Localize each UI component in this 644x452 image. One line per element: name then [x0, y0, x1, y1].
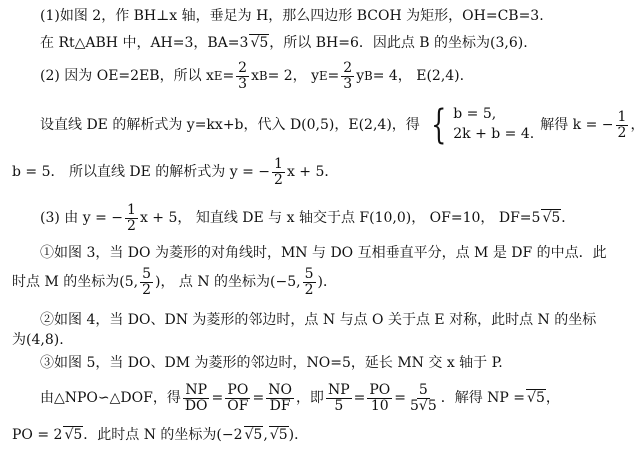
fraction	[140, 267, 153, 297]
fraction	[303, 267, 316, 297]
text: (2) 因为 OE=2EB，所以 x	[40, 67, 214, 84]
equation-system	[426, 102, 535, 148]
denominator: 2	[304, 281, 314, 298]
text: 时点 M 的坐标为(5,	[12, 273, 139, 290]
line-13	[12, 426, 308, 444]
denominator: 3	[238, 75, 248, 92]
sqrt: √5	[527, 390, 545, 407]
text: (1)如图 2，作 BH⊥x 轴，垂足为 H，那么四边形 BCOH 为矩形，OH=CB=3.	[40, 8, 544, 24]
fraction	[125, 203, 138, 233]
text: =	[327, 67, 340, 84]
brace-icon: {	[430, 102, 447, 148]
text: )．	[288, 426, 309, 443]
numerator: NP	[327, 381, 350, 398]
text: ①如图 3，当 DO 为菱形的对角线时，MN 与 DO 互相垂直平分，点 M 是 DF 的中点．此	[40, 245, 607, 261]
text: ②如图 4，当 DO、DN 为菱形的邻边时，点 N 与点 O 关于点 E 对称，此时点 N 的坐标	[40, 312, 597, 328]
line-9	[40, 312, 596, 329]
text: x + 5．	[286, 163, 339, 180]
fraction	[225, 383, 250, 413]
line-3	[40, 58, 464, 94]
denominator: 2	[127, 217, 136, 234]
text: ，	[630, 116, 644, 133]
numerator: PO	[369, 381, 391, 398]
subscript: B	[259, 69, 268, 83]
denominator: 2	[142, 281, 151, 298]
text: x + 5， 知直线 DE 与 x 轴交于点 F(10,0)， OF=10， DF=5	[139, 209, 541, 226]
line-10	[12, 332, 64, 349]
system-row: 2k + b = 4.	[453, 126, 535, 142]
line-12	[40, 376, 560, 420]
text: ．	[561, 209, 576, 226]
fraction	[183, 383, 210, 413]
line-7	[40, 245, 607, 262]
sqrt: √5	[542, 210, 561, 227]
fraction	[408, 383, 439, 413]
text: ③如图 5，当 DO、DM 为菱形的邻边时，NO=5，延长 MN 交 x 轴于 P.	[40, 355, 503, 371]
numerator: 2	[343, 59, 353, 76]
fraction	[272, 157, 285, 187]
line-5	[12, 154, 338, 190]
numerator: 5	[142, 265, 151, 282]
line-4	[40, 100, 644, 150]
text: =	[353, 389, 366, 406]
subscript: E	[319, 69, 328, 83]
numerator: NP	[185, 381, 208, 398]
denominator: 3	[343, 75, 353, 92]
text: = 4， E(2,4).	[372, 67, 465, 84]
numerator: 1	[127, 201, 136, 218]
numerator: 5	[418, 381, 428, 398]
text: =	[394, 389, 406, 406]
denominator: 10	[370, 397, 389, 414]
numerator: 1	[617, 108, 627, 125]
subscript: B	[364, 69, 373, 83]
text: y	[356, 67, 365, 84]
numerator: PO	[227, 381, 249, 398]
sqrt: √5	[269, 427, 288, 443]
fraction	[326, 383, 352, 413]
numerator: NO	[268, 381, 292, 398]
text: ，所以 BH=6．因此点 B 的坐标为(3,6).	[269, 34, 528, 51]
numerator: 5	[304, 265, 314, 282]
denominator: 5	[334, 397, 344, 414]
subscript: E	[213, 69, 223, 83]
text: =	[211, 389, 224, 406]
text: (3) 由 y = −	[40, 209, 124, 226]
denominator: 2	[617, 124, 627, 141]
text: ．解得 NP =	[440, 389, 526, 406]
text: 解得 k = −	[540, 116, 614, 133]
fraction	[616, 110, 629, 140]
text: b = 5． 所以直线 DE 的解析式为 y = −	[12, 163, 271, 180]
text: 在 Rt△ABH 中，AH=3，BA=3	[40, 34, 249, 51]
text: x	[251, 67, 259, 84]
text: ,	[263, 426, 268, 443]
fraction	[266, 383, 294, 413]
text: 为(4,8).	[12, 332, 64, 348]
denominator: 5√5	[409, 397, 437, 414]
fraction	[367, 383, 392, 413]
numerator: 2	[238, 59, 248, 76]
line-8	[12, 264, 337, 300]
fraction	[236, 61, 249, 91]
system-row: b = 5,	[453, 106, 497, 123]
line-1	[40, 8, 544, 25]
text: ，即	[295, 389, 324, 406]
text: )， 点 N 的坐标为(−5,	[154, 273, 301, 290]
text: ．此时点 N 的坐标为(−2	[83, 426, 243, 443]
denominator: DO	[184, 397, 208, 414]
fraction	[341, 61, 354, 91]
text: )．	[317, 273, 337, 290]
line-2	[40, 34, 528, 52]
text: = 2， y	[267, 67, 320, 84]
numerator: 1	[274, 155, 283, 172]
denominator: 2	[274, 171, 283, 188]
sqrt: √5	[244, 427, 263, 443]
line-6	[40, 200, 575, 236]
text: =	[252, 389, 265, 406]
line-11	[40, 355, 503, 372]
text: =	[222, 67, 235, 84]
text: 由△NPO∽△DOF，得	[40, 389, 181, 406]
text: PO = 2	[12, 426, 63, 443]
denominator: OF	[227, 397, 249, 414]
sqrt: √5	[250, 35, 269, 51]
sqrt: √5	[64, 427, 83, 443]
denominator: DF	[269, 397, 291, 414]
text: ，	[545, 389, 560, 406]
text: 设直线 DE 的解析式为 y=kx+b，代入 D(0,5)，E(2,4)，得	[40, 116, 420, 133]
